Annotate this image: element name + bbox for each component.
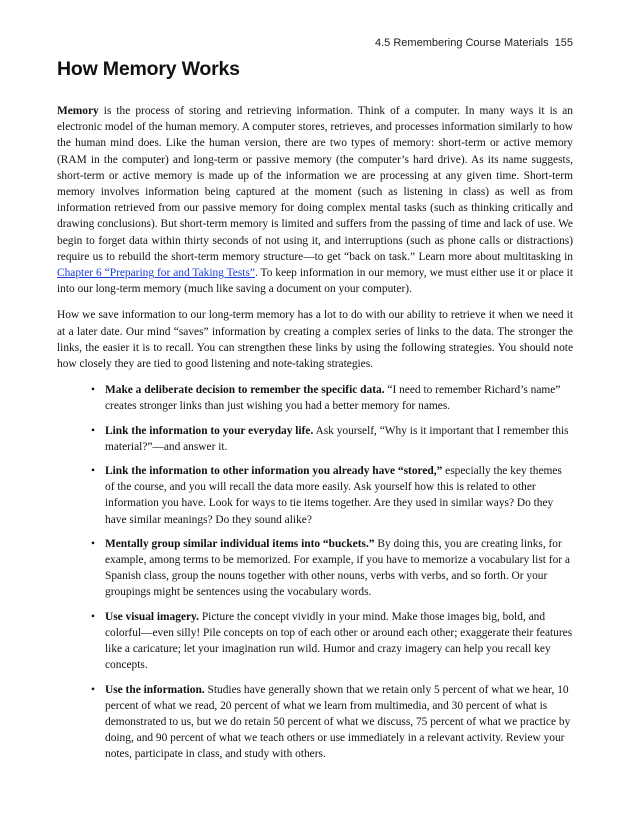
paragraph-text-end: . To keep information in our memory, we must either use it or place it into our long-term memory (much like saving a document on your computer). (57, 267, 574, 296)
strategy-text: By doing this, you are creating links, for example, among terms to be memorized. For example, if you have to memorize a vocabulary list for a Spanish class, group the nouns together with other nouns, verbs with verbs, and so forth. Or your groupings might be sentences using the vocabulary words. (105, 537, 570, 599)
chapter-6-link[interactable]: Chapter 6 “Preparing for and Taking Tests” (57, 267, 255, 280)
strategy-lead: Make a deliberate decision to remember the specific data. (105, 384, 385, 397)
strategy-lead: Use the information. (105, 683, 205, 696)
bullet-icon: • (91, 683, 95, 696)
bullet-icon: • (91, 537, 95, 550)
strategy-lead: Mentally group similar individual items into “buckets.” (105, 537, 375, 550)
bullet-icon: • (91, 465, 95, 478)
strategy-text: Ask yourself, “Why is it important that I remember this material?”—and answer it. (105, 424, 569, 453)
list-item (91, 536, 573, 601)
list-item (91, 609, 573, 674)
bullet-icon: • (91, 610, 95, 623)
page-number: 155 (554, 37, 573, 49)
paragraph-long-term-memory: How we save information to our long-term memory has a lot to do with our ability to retrieve it when we need it at a later date. Our mind “saves” information by creating a complex series of links to the data. The stronger the links, the easier it is to recall. You can strengthen these links by using the following strategies. You should note how closely they are tied to good listening and note-taking strategies. (57, 309, 573, 371)
strategy-lead: Use visual imagery. (105, 610, 199, 623)
list-item (91, 463, 573, 528)
paragraph-memory-definition (57, 103, 573, 297)
bullet-icon: • (91, 424, 95, 437)
list-item (91, 423, 573, 455)
strategy-text: especially the key themes of the course, and you will recall the data more easily. Ask yourself how this is related to other information you have. Look for ways to tie items together. Are they used in similar ways? Do they have similar meanings? Do they sound alike? (105, 465, 562, 526)
section-title: 4.5 Remembering Course Materials (375, 37, 549, 49)
strategy-text: “I need to remember Richard’s name” creates stronger links than just wishing you had a better memory for names. (105, 384, 561, 413)
strategy-text: Picture the concept vividly in your mind. Make those images big, bold, and colorful—even silly! Pile concepts on top of each other or around each other; exaggerate their features like a caricature; let your imagination run wild. Humor and crazy imagery can help you recall key concepts. (105, 610, 573, 672)
body-text (57, 103, 573, 771)
list-item (91, 382, 573, 414)
paragraph-text: is the process of storing and retrieving information. Think of a computer. In many ways it is an electronic model of the human memory. A computer stores, retrieves, and processes information similarly to how the human mind does. Like the human version, there are two types of memory: short-term or active memory (RAM in the computer) and long-term or passive memory (the computer’s hard drive). As its name suggests, short-term or active memory is made up of the information we are processing at any given time. Short-term memory involves information being captured at the moment (such as listening in class) as well as from information retrieved from our passive memory for doing complex mental tasks (such as thinking critically and drawing conclusions). But short-term memory is limited and suffers from the passing of time and lack of use. We begin to forget data within thirty seconds of not using it, and interruptions (such as phone calls or distractions) require us to rebuild the short-term memory structure—to get “back on task.” Learn more about multitasking in (57, 105, 573, 263)
bullet-icon: • (91, 384, 95, 397)
strategies-list (57, 382, 573, 762)
strategy-lead: Link the information to your everyday life. (105, 424, 314, 437)
page-title: How Memory Works (57, 58, 240, 80)
running-head (375, 37, 573, 49)
list-item (91, 682, 573, 763)
term-memory: Memory (57, 105, 99, 117)
strategy-lead: Link the information to other information you already have “stored,” (105, 465, 443, 478)
strategy-text: Studies have generally shown that we retain only 5 percent of what we hear, 10 percent of what we read, 20 percent of what we learn from multimedia, and 30 percent of what is demonstrated to us, but we do retain 50 percent of what we discuss, 75 percent of what we practice by doing, and 90 percent of what we teach others or use immediately in a relevant activity. Review your notes, participate in class, and study with others. (105, 683, 571, 761)
